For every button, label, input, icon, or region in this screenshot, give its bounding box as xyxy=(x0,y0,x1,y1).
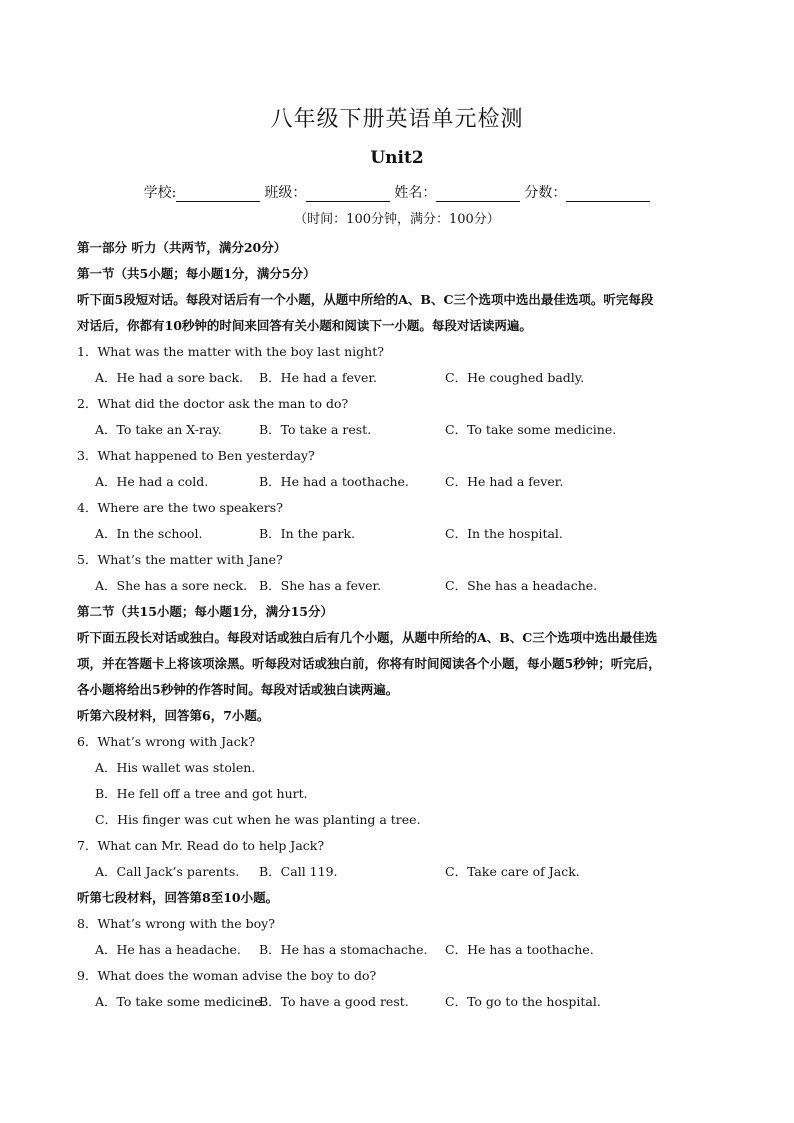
question-2: 2．What did the doctor ask the man to do? xyxy=(77,396,349,411)
option-c: C．She has a headache. xyxy=(445,578,598,593)
option-c: C．He had a fever. xyxy=(445,474,564,489)
options-2 xyxy=(77,417,727,443)
part2-instructions-line: 听下面五段长对话或独白。每段对话或独白后有几个小题，从题中所给的A、B、C三个选项中选出最佳选 xyxy=(77,630,658,645)
option-b: B．Call 119. xyxy=(259,864,338,879)
name-label: 姓名： xyxy=(394,185,437,201)
material-6-heading: 听第六段材料，回答第6，7小题。 xyxy=(77,708,270,723)
option-c: C．He coughed badly. xyxy=(445,370,585,385)
options-4 xyxy=(77,521,727,547)
option-a: A．His wallet was stolen. xyxy=(95,760,256,775)
option-b: B．To take a rest. xyxy=(259,422,372,437)
options-8 xyxy=(77,937,727,963)
question-5: 5．What’s the matter with Jane? xyxy=(77,552,283,567)
option-a: A．She has a sore neck. xyxy=(95,578,248,593)
option-b: B．He had a fever. xyxy=(259,370,377,385)
option-a: A．He had a cold. xyxy=(95,474,209,489)
exam-body xyxy=(77,235,727,1015)
option-c: C．To take some medicine. xyxy=(445,422,617,437)
option-b: B．He fell off a tree and got hurt. xyxy=(95,786,308,801)
part2-instructions-line: 项，并在答题卡上将该项涂黑。听每段对话或独白前，你将有时间阅读各个小题，每小题5秒钟；听完后， xyxy=(77,656,661,671)
time-note: （时间：100分钟，满分：100分） xyxy=(294,212,500,227)
option-b: B．She has a fever. xyxy=(259,578,382,593)
class-blank[interactable] xyxy=(306,185,390,202)
option-c: C．In the hospital. xyxy=(445,526,563,541)
option-c: C．Take care of Jack. xyxy=(445,864,580,879)
question-9: 9．What does the woman advise the boy to do? xyxy=(77,968,377,983)
option-c: C．His finger was cut when he was planting a tree. xyxy=(95,812,421,827)
option-c: C．To go to the hospital. xyxy=(445,994,601,1009)
question-4: 4．Where are the two speakers? xyxy=(77,500,283,515)
options-7 xyxy=(77,859,727,885)
material-7-heading: 听第七段材料，回答第8至10小题。 xyxy=(77,890,279,905)
question-7: 7．What can Mr. Read do to help Jack? xyxy=(77,838,325,853)
part2-heading: 第二节（共15小题；每小题1分，满分15分） xyxy=(77,604,333,619)
question-1: 1．What was the matter with the boy last night? xyxy=(77,344,384,359)
part2-instructions-line: 各小题将给出5秒钟的作答时间。每段对话或独白读两遍。 xyxy=(77,682,399,697)
exam-title: 八年级下册英语单元检测 xyxy=(270,107,524,132)
option-a: A．To take some medicine. xyxy=(95,994,266,1009)
score-blank[interactable] xyxy=(566,185,650,202)
unit-title: Unit2 xyxy=(370,148,424,168)
option-a: A．In the school. xyxy=(95,526,203,541)
part1-instructions-line: 对话后，你都有10秒钟的时间来回答有关小题和阅读下一小题。每段对话读两遍。 xyxy=(77,318,532,333)
options-1 xyxy=(77,365,727,391)
option-c: C．He has a toothache. xyxy=(445,942,594,957)
option-a: A．Call Jack’s parents. xyxy=(95,864,240,879)
option-b: B．In the park. xyxy=(259,526,356,541)
option-b: B．He had a toothache. xyxy=(259,474,409,489)
section-heading: 第一部分 听力（共两节，满分20分） xyxy=(77,240,287,255)
option-b: B．To have a good rest. xyxy=(259,994,409,1009)
name-blank[interactable] xyxy=(436,185,520,202)
part1-instructions-line: 听下面5段短对话。每段对话后有一个小题，从题中所给的A、B、C三个选项中选出最佳选项。听完每段 xyxy=(77,292,654,307)
question-3: 3．What happened to Ben yesterday? xyxy=(77,448,315,463)
school-label: 学校: xyxy=(143,185,177,201)
question-8: 8．What’s wrong with the boy? xyxy=(77,916,275,931)
part1-heading: 第一节（共5小题；每小题1分，满分5分） xyxy=(77,266,316,281)
class-label: 班级： xyxy=(264,185,307,201)
option-a: A．He has a headache. xyxy=(95,942,241,957)
question-6: 6．What’s wrong with Jack? xyxy=(77,734,255,749)
options-5 xyxy=(77,573,727,599)
option-a: A．He had a sore back. xyxy=(95,370,243,385)
options-9 xyxy=(77,989,727,1015)
school-blank[interactable] xyxy=(176,185,260,202)
option-b: B．He has a stomachache. xyxy=(259,942,428,957)
option-a: A．To take an X-ray. xyxy=(95,422,222,437)
score-label: 分数： xyxy=(524,185,567,201)
student-info-line xyxy=(0,182,794,202)
options-3 xyxy=(77,469,727,495)
